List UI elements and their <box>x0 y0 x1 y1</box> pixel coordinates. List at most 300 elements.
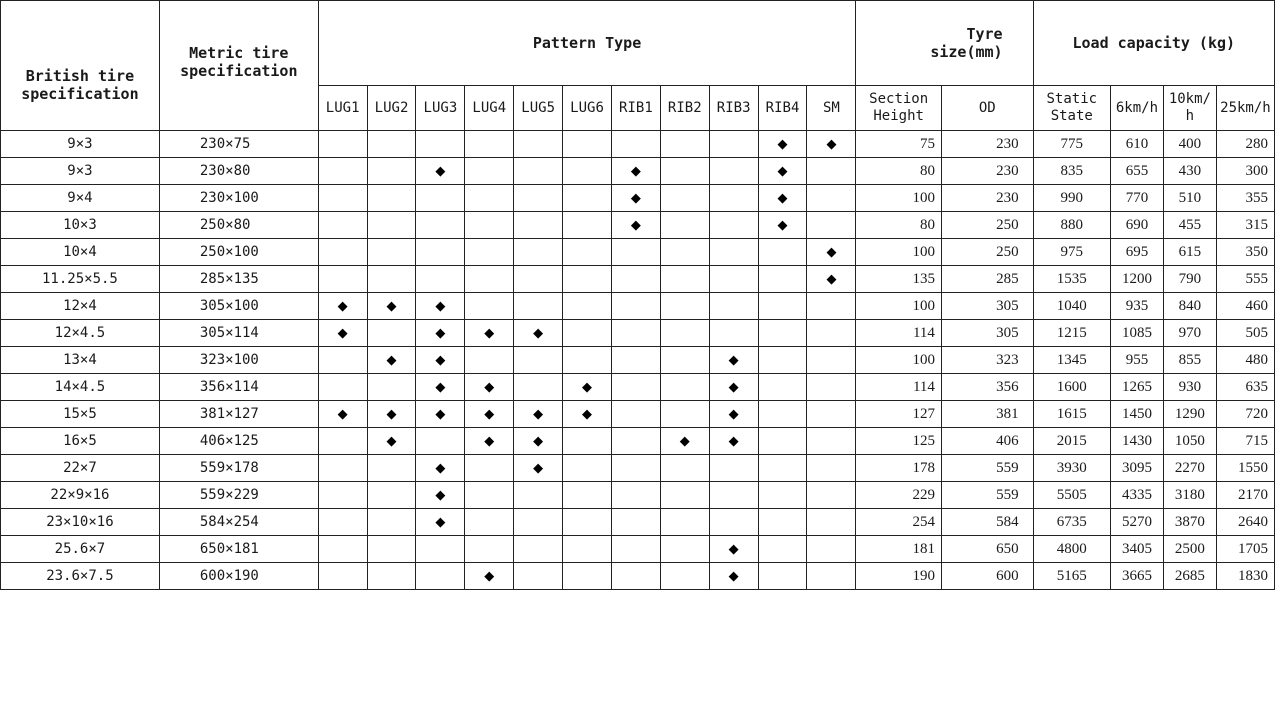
pattern-cell-lug4 <box>465 239 514 266</box>
static-load-cell: 2015 <box>1033 428 1110 455</box>
pattern-cell-lug5-marked: ◆ <box>514 455 563 482</box>
pattern-cell-lug1-marked: ◆ <box>318 320 367 347</box>
pattern-cell-lug2 <box>367 212 416 239</box>
table-row <box>1 212 1275 239</box>
pattern-cell-lug2 <box>367 482 416 509</box>
pattern-cell-rib1-marked: ◆ <box>611 158 660 185</box>
pattern-col-lug4: LUG4 <box>465 86 514 131</box>
table-row <box>1 266 1275 293</box>
section-height-cell: 125 <box>856 428 942 455</box>
metric-tire-header-line1: Metric tire <box>189 44 289 63</box>
pattern-cell-lug5 <box>514 509 563 536</box>
pattern-cell-lug2 <box>367 509 416 536</box>
pattern-cell-lug4-marked: ◆ <box>465 428 514 455</box>
pattern-cell-lug6 <box>563 185 612 212</box>
pattern-cell-rib3 <box>709 455 758 482</box>
static-load-cell: 1215 <box>1033 320 1110 347</box>
pattern-cell-rib3 <box>709 482 758 509</box>
load-6kmh-cell: 935 <box>1110 293 1163 320</box>
load-10kmh-cell: 430 <box>1163 158 1216 185</box>
od-cell: 230 <box>941 131 1033 158</box>
table-row <box>1 563 1275 590</box>
pattern-cell-rib3 <box>709 131 758 158</box>
pattern-cell-rib2 <box>660 185 709 212</box>
pattern-cell-lug6 <box>563 428 612 455</box>
od-cell: 230 <box>941 158 1033 185</box>
load-25kmh-cell: 355 <box>1216 185 1274 212</box>
pattern-cell-rib1 <box>611 509 660 536</box>
table-row <box>1 239 1275 266</box>
load-10kmh-cell: 3870 <box>1163 509 1216 536</box>
pattern-cell-rib2 <box>660 212 709 239</box>
pattern-cell-rib3 <box>709 509 758 536</box>
load-6kmh-cell: 1085 <box>1110 320 1163 347</box>
load-25kmh-cell: 1830 <box>1216 563 1274 590</box>
pattern-cell-sm <box>807 212 856 239</box>
od-cell: 285 <box>941 266 1033 293</box>
metric-spec-cell: 230×80 <box>159 158 318 185</box>
british-spec-cell: 9×3 <box>1 158 160 185</box>
load-6kmh-cell: 955 <box>1110 347 1163 374</box>
pattern-cell-rib4-marked: ◆ <box>758 185 807 212</box>
pattern-cell-lug6-marked: ◆ <box>563 401 612 428</box>
static-load-cell: 880 <box>1033 212 1110 239</box>
pattern-cell-rib4 <box>758 455 807 482</box>
pattern-cell-rib2 <box>660 239 709 266</box>
metric-spec-cell: 285×135 <box>159 266 318 293</box>
load-6kmh-cell: 1430 <box>1110 428 1163 455</box>
metric-spec-cell: 650×181 <box>159 536 318 563</box>
british-spec-cell: 23.6×7.5 <box>1 563 160 590</box>
pattern-cell-lug4-marked: ◆ <box>465 401 514 428</box>
pattern-cell-rib4 <box>758 401 807 428</box>
british-spec-cell: 12×4.5 <box>1 320 160 347</box>
pattern-cell-lug3-marked: ◆ <box>416 158 465 185</box>
metric-spec-cell: 250×100 <box>159 239 318 266</box>
metric-spec-cell: 600×190 <box>159 563 318 590</box>
pattern-cell-lug2 <box>367 158 416 185</box>
metric-spec-cell: 559×229 <box>159 482 318 509</box>
pattern-cell-rib2 <box>660 158 709 185</box>
pattern-cell-rib3 <box>709 266 758 293</box>
pattern-cell-lug5 <box>514 293 563 320</box>
metric-spec-cell: 230×75 <box>159 131 318 158</box>
table-row <box>1 509 1275 536</box>
pattern-cell-lug3-marked: ◆ <box>416 482 465 509</box>
pattern-cell-sm <box>807 455 856 482</box>
pattern-cell-lug4 <box>465 293 514 320</box>
pattern-cell-lug2 <box>367 131 416 158</box>
load-25kmh-cell: 505 <box>1216 320 1274 347</box>
pattern-cell-lug3 <box>416 212 465 239</box>
metric-spec-cell: 230×100 <box>159 185 318 212</box>
load-25kmh-header: 25km/h <box>1216 86 1274 131</box>
tyre-size-header <box>856 1 1033 86</box>
pattern-cell-lug6 <box>563 266 612 293</box>
table-row <box>1 158 1275 185</box>
pattern-cell-rib1 <box>611 401 660 428</box>
load-25kmh-cell: 1705 <box>1216 536 1274 563</box>
pattern-cell-lug4 <box>465 509 514 536</box>
od-header: OD <box>941 86 1033 131</box>
pattern-cell-lug6 <box>563 293 612 320</box>
table-row <box>1 536 1275 563</box>
load-10kmh-cell: 855 <box>1163 347 1216 374</box>
pattern-cell-lug6 <box>563 158 612 185</box>
section-height-cell: 100 <box>856 293 942 320</box>
pattern-cell-lug2 <box>367 239 416 266</box>
british-tire-header <box>1 1 160 131</box>
pattern-cell-lug6 <box>563 320 612 347</box>
pattern-cell-sm <box>807 536 856 563</box>
pattern-col-rib2: RIB2 <box>660 86 709 131</box>
load-10kmh-cell: 2685 <box>1163 563 1216 590</box>
metric-spec-cell: 305×100 <box>159 293 318 320</box>
load-25kmh-cell: 635 <box>1216 374 1274 401</box>
pattern-cell-rib1-marked: ◆ <box>611 212 660 239</box>
od-cell: 559 <box>941 482 1033 509</box>
load-25kmh-cell: 1550 <box>1216 455 1274 482</box>
table-body <box>1 131 1275 590</box>
metric-spec-cell: 381×127 <box>159 401 318 428</box>
load-6kmh-cell: 1450 <box>1110 401 1163 428</box>
pattern-cell-lug2 <box>367 320 416 347</box>
header-row-top <box>1 1 1275 86</box>
pattern-cell-rib4 <box>758 482 807 509</box>
pattern-cell-lug1-marked: ◆ <box>318 293 367 320</box>
pattern-cell-sm <box>807 320 856 347</box>
pattern-cell-rib1 <box>611 563 660 590</box>
section-height-cell: 114 <box>856 374 942 401</box>
load-25kmh-cell: 720 <box>1216 401 1274 428</box>
pattern-cell-lug1 <box>318 482 367 509</box>
pattern-cell-rib1 <box>611 428 660 455</box>
od-cell: 305 <box>941 293 1033 320</box>
pattern-cell-rib1 <box>611 347 660 374</box>
load-25kmh-cell: 555 <box>1216 266 1274 293</box>
metric-tire-header-spacer <box>159 86 318 131</box>
pattern-col-lug2: LUG2 <box>367 86 416 131</box>
pattern-cell-sm <box>807 401 856 428</box>
pattern-cell-rib4 <box>758 563 807 590</box>
pattern-cell-lug3-marked: ◆ <box>416 401 465 428</box>
section-height-cell: 75 <box>856 131 942 158</box>
pattern-cell-lug1 <box>318 266 367 293</box>
table-row <box>1 185 1275 212</box>
load-25kmh-cell: 2640 <box>1216 509 1274 536</box>
load-10kmh-cell: 455 <box>1163 212 1216 239</box>
metric-spec-cell: 559×178 <box>159 455 318 482</box>
pattern-cell-rib2-marked: ◆ <box>660 428 709 455</box>
load-10kmh-cell: 615 <box>1163 239 1216 266</box>
pattern-cell-lug1 <box>318 428 367 455</box>
table-row <box>1 401 1275 428</box>
pattern-cell-lug2 <box>367 455 416 482</box>
pattern-cell-lug1 <box>318 212 367 239</box>
pattern-cell-rib1 <box>611 320 660 347</box>
pattern-col-lug6: LUG6 <box>563 86 612 131</box>
metric-spec-cell: 356×114 <box>159 374 318 401</box>
british-spec-cell: 14×4.5 <box>1 374 160 401</box>
table-row <box>1 374 1275 401</box>
static-load-cell: 975 <box>1033 239 1110 266</box>
pattern-cell-lug4 <box>465 158 514 185</box>
pattern-cell-sm-marked: ◆ <box>807 239 856 266</box>
pattern-cell-lug3-marked: ◆ <box>416 374 465 401</box>
load-6kmh-cell: 1200 <box>1110 266 1163 293</box>
pattern-cell-rib4 <box>758 320 807 347</box>
load-6kmh-cell: 655 <box>1110 158 1163 185</box>
pattern-cell-lug3 <box>416 239 465 266</box>
pattern-cell-lug6 <box>563 536 612 563</box>
pattern-cell-lug2-marked: ◆ <box>367 293 416 320</box>
british-spec-cell: 15×5 <box>1 401 160 428</box>
load-25kmh-cell: 350 <box>1216 239 1274 266</box>
british-spec-cell: 13×4 <box>1 347 160 374</box>
static-load-cell: 1040 <box>1033 293 1110 320</box>
british-spec-cell: 22×9×16 <box>1 482 160 509</box>
pattern-cell-sm <box>807 293 856 320</box>
pattern-cell-lug1 <box>318 374 367 401</box>
pattern-cell-rib1 <box>611 536 660 563</box>
pattern-cell-rib2 <box>660 536 709 563</box>
pattern-cell-lug1 <box>318 509 367 536</box>
pattern-cell-lug6 <box>563 455 612 482</box>
pattern-col-lug3: LUG3 <box>416 86 465 131</box>
pattern-cell-rib4 <box>758 536 807 563</box>
british-spec-cell: 11.25×5.5 <box>1 266 160 293</box>
pattern-cell-sm <box>807 428 856 455</box>
pattern-cell-lug1 <box>318 185 367 212</box>
pattern-cell-lug3-marked: ◆ <box>416 455 465 482</box>
pattern-cell-sm-marked: ◆ <box>807 266 856 293</box>
load-10kmh-header-line1: 10km/ <box>1168 91 1211 107</box>
load-10kmh-cell: 1290 <box>1163 401 1216 428</box>
pattern-cell-rib3-marked: ◆ <box>709 536 758 563</box>
pattern-cell-lug6 <box>563 131 612 158</box>
section-height-header-line2: Height <box>873 108 924 124</box>
pattern-cell-sm <box>807 482 856 509</box>
pattern-cell-lug5 <box>514 185 563 212</box>
pattern-cell-rib3 <box>709 239 758 266</box>
pattern-cell-sm <box>807 374 856 401</box>
pattern-cell-rib1 <box>611 374 660 401</box>
od-cell: 600 <box>941 563 1033 590</box>
load-6kmh-cell: 4335 <box>1110 482 1163 509</box>
header-row-bottom <box>1 86 1275 131</box>
load-25kmh-cell: 715 <box>1216 428 1274 455</box>
pattern-cell-rib4 <box>758 347 807 374</box>
od-cell: 250 <box>941 239 1033 266</box>
static-load-cell: 3930 <box>1033 455 1110 482</box>
table-row <box>1 131 1275 158</box>
pattern-cell-rib4 <box>758 428 807 455</box>
pattern-cell-rib4 <box>758 239 807 266</box>
static-load-cell: 990 <box>1033 185 1110 212</box>
pattern-cell-lug3 <box>416 428 465 455</box>
pattern-cell-lug5 <box>514 482 563 509</box>
pattern-cell-lug5 <box>514 212 563 239</box>
section-height-header <box>856 86 942 131</box>
pattern-cell-lug2 <box>367 185 416 212</box>
pattern-cell-lug5 <box>514 347 563 374</box>
pattern-cell-lug2 <box>367 266 416 293</box>
pattern-col-rib3: RIB3 <box>709 86 758 131</box>
load-6kmh-cell: 5270 <box>1110 509 1163 536</box>
static-load-cell: 6735 <box>1033 509 1110 536</box>
pattern-cell-rib2 <box>660 266 709 293</box>
metric-spec-cell: 406×125 <box>159 428 318 455</box>
british-tire-header-line2: specification <box>21 84 139 103</box>
load-10kmh-header <box>1163 86 1216 131</box>
pattern-cell-rib4 <box>758 374 807 401</box>
od-cell: 230 <box>941 185 1033 212</box>
pattern-cell-lug1 <box>318 347 367 374</box>
section-height-cell: 190 <box>856 563 942 590</box>
section-height-cell: 100 <box>856 239 942 266</box>
tyre-size-header-line2: size(mm) <box>930 43 1003 61</box>
od-cell: 650 <box>941 536 1033 563</box>
british-spec-cell: 9×4 <box>1 185 160 212</box>
pattern-cell-lug5 <box>514 536 563 563</box>
pattern-col-lug1: LUG1 <box>318 86 367 131</box>
pattern-cell-rib3-marked: ◆ <box>709 401 758 428</box>
load-25kmh-cell: 300 <box>1216 158 1274 185</box>
load-25kmh-cell: 460 <box>1216 293 1274 320</box>
section-height-cell: 127 <box>856 401 942 428</box>
metric-tire-header <box>159 1 318 86</box>
british-spec-cell: 10×3 <box>1 212 160 239</box>
pattern-cell-sm <box>807 347 856 374</box>
pattern-cell-lug4-marked: ◆ <box>465 320 514 347</box>
od-cell: 559 <box>941 455 1033 482</box>
pattern-cell-lug4 <box>465 347 514 374</box>
load-6kmh-header: 6km/h <box>1110 86 1163 131</box>
pattern-cell-lug6 <box>563 509 612 536</box>
pattern-cell-lug4 <box>465 131 514 158</box>
pattern-cell-rib3-marked: ◆ <box>709 428 758 455</box>
section-height-cell: 178 <box>856 455 942 482</box>
pattern-cell-lug2 <box>367 563 416 590</box>
pattern-cell-rib4 <box>758 509 807 536</box>
load-10kmh-cell: 790 <box>1163 266 1216 293</box>
static-load-cell: 835 <box>1033 158 1110 185</box>
british-spec-cell: 16×5 <box>1 428 160 455</box>
pattern-cell-lug1 <box>318 131 367 158</box>
table-row <box>1 293 1275 320</box>
pattern-cell-lug4 <box>465 212 514 239</box>
pattern-cell-lug5 <box>514 239 563 266</box>
pattern-cell-lug5 <box>514 563 563 590</box>
load-10kmh-cell: 1050 <box>1163 428 1216 455</box>
od-cell: 305 <box>941 320 1033 347</box>
british-tire-header-line1: British tire <box>25 66 135 85</box>
static-state-header-line1: Static <box>1046 91 1098 107</box>
load-10kmh-cell: 510 <box>1163 185 1216 212</box>
pattern-cell-lug5 <box>514 374 563 401</box>
metric-spec-cell: 584×254 <box>159 509 318 536</box>
section-height-cell: 100 <box>856 185 942 212</box>
table-row <box>1 320 1275 347</box>
pattern-cell-lug1 <box>318 239 367 266</box>
pattern-cell-rib3 <box>709 185 758 212</box>
pattern-cell-lug4 <box>465 482 514 509</box>
pattern-cell-rib3-marked: ◆ <box>709 347 758 374</box>
pattern-cell-lug5 <box>514 158 563 185</box>
pattern-cell-lug1 <box>318 455 367 482</box>
load-6kmh-cell: 770 <box>1110 185 1163 212</box>
pattern-cell-rib3 <box>709 212 758 239</box>
pattern-cell-lug3 <box>416 266 465 293</box>
pattern-cell-rib3 <box>709 320 758 347</box>
load-25kmh-cell: 2170 <box>1216 482 1274 509</box>
pattern-cell-lug6 <box>563 482 612 509</box>
section-height-header-line1: Section <box>869 91 929 107</box>
pattern-cell-rib2 <box>660 293 709 320</box>
od-cell: 381 <box>941 401 1033 428</box>
load-10kmh-cell: 2500 <box>1163 536 1216 563</box>
pattern-cell-lug4 <box>465 266 514 293</box>
load-10kmh-header-line2: h <box>1185 108 1195 124</box>
pattern-cell-rib4 <box>758 266 807 293</box>
pattern-type-header: Pattern Type <box>318 1 856 86</box>
pattern-cell-lug4 <box>465 185 514 212</box>
pattern-cell-lug3-marked: ◆ <box>416 509 465 536</box>
pattern-cell-rib4 <box>758 293 807 320</box>
metric-spec-cell: 305×114 <box>159 320 318 347</box>
pattern-cell-rib3-marked: ◆ <box>709 563 758 590</box>
static-load-cell: 1535 <box>1033 266 1110 293</box>
static-load-cell: 1600 <box>1033 374 1110 401</box>
pattern-cell-rib1-marked: ◆ <box>611 185 660 212</box>
pattern-cell-rib2 <box>660 374 709 401</box>
static-load-cell: 1615 <box>1033 401 1110 428</box>
pattern-cell-lug1 <box>318 158 367 185</box>
pattern-cell-rib2 <box>660 509 709 536</box>
metric-spec-cell: 323×100 <box>159 347 318 374</box>
section-height-cell: 229 <box>856 482 942 509</box>
pattern-cell-rib2 <box>660 455 709 482</box>
british-spec-cell: 25.6×7 <box>1 536 160 563</box>
pattern-cell-lug3 <box>416 131 465 158</box>
metric-spec-cell: 250×80 <box>159 212 318 239</box>
pattern-cell-lug3-marked: ◆ <box>416 293 465 320</box>
pattern-cell-lug2-marked: ◆ <box>367 347 416 374</box>
table-row <box>1 428 1275 455</box>
pattern-cell-lug6-marked: ◆ <box>563 374 612 401</box>
pattern-cell-rib3-marked: ◆ <box>709 374 758 401</box>
pattern-cell-sm <box>807 509 856 536</box>
section-height-cell: 114 <box>856 320 942 347</box>
pattern-cell-rib2 <box>660 131 709 158</box>
pattern-cell-rib2 <box>660 482 709 509</box>
static-load-cell: 4800 <box>1033 536 1110 563</box>
pattern-cell-rib2 <box>660 320 709 347</box>
pattern-cell-rib4-marked: ◆ <box>758 212 807 239</box>
pattern-cell-rib4-marked: ◆ <box>758 158 807 185</box>
british-spec-cell: 9×3 <box>1 131 160 158</box>
pattern-cell-sm <box>807 563 856 590</box>
pattern-cell-lug2 <box>367 536 416 563</box>
load-10kmh-cell: 930 <box>1163 374 1216 401</box>
load-6kmh-cell: 3095 <box>1110 455 1163 482</box>
pattern-cell-rib3 <box>709 158 758 185</box>
load-6kmh-cell: 1265 <box>1110 374 1163 401</box>
pattern-cell-lug1 <box>318 563 367 590</box>
pattern-cell-lug5-marked: ◆ <box>514 320 563 347</box>
section-height-cell: 254 <box>856 509 942 536</box>
pattern-cell-rib1 <box>611 239 660 266</box>
